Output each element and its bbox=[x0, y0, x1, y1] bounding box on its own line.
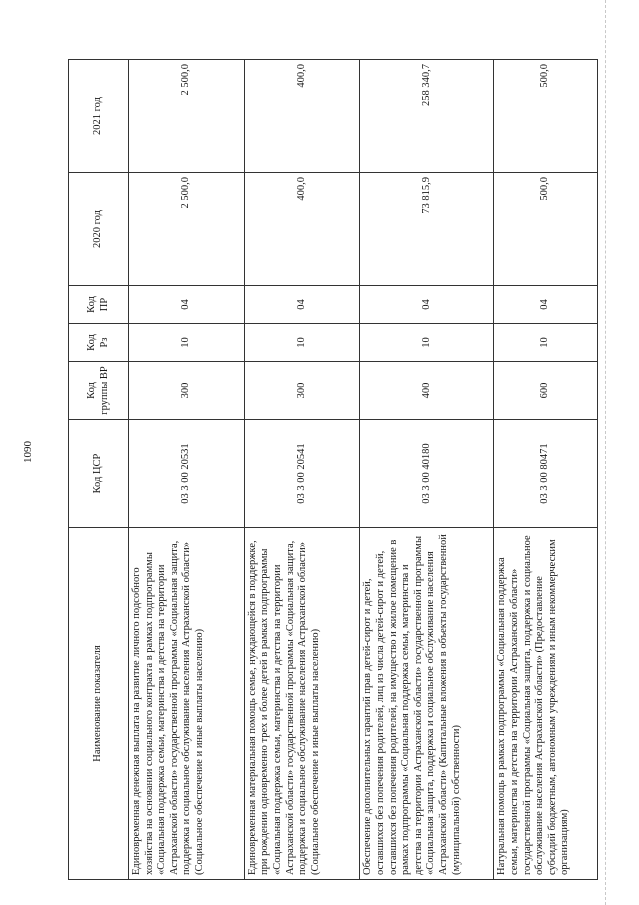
row-vr: 300 bbox=[129, 362, 245, 420]
header-pr: Код ПР bbox=[69, 286, 129, 324]
row-vr: 400 bbox=[360, 362, 494, 420]
row-rz: 10 bbox=[360, 324, 494, 362]
rotated-table-container bbox=[68, 60, 598, 880]
row-2021: 500,0 bbox=[494, 60, 598, 173]
table-row bbox=[129, 60, 245, 880]
row-2020: 500,0 bbox=[494, 173, 598, 286]
row-2021: 400,0 bbox=[244, 60, 360, 173]
table-row bbox=[244, 60, 360, 880]
row-2020: 2 500,0 bbox=[129, 173, 245, 286]
row-csr: 03 3 00 80471 bbox=[494, 420, 598, 528]
header-rz: Код Рз bbox=[69, 324, 129, 362]
header-vr: Код группы ВР bbox=[69, 362, 129, 420]
row-csr: 03 3 00 20531 bbox=[129, 420, 245, 528]
row-pr: 04 bbox=[244, 286, 360, 324]
row-2020: 73 815,9 bbox=[360, 173, 494, 286]
row-csr: 03 3 00 20541 bbox=[244, 420, 360, 528]
row-name: Единовременная денежная выплата на развитие личного подсобного хозяйства на основании социального контракта в рамках подпрограммы «Социальная поддержка семьи, материнства и детства на территории Астраханской области» государственной программы «Социальная защита, поддержка и социальное обслуживание населения Астраханской области» (Социальное обеспечение и иные выплаты населению) bbox=[129, 528, 245, 880]
row-rz: 10 bbox=[244, 324, 360, 362]
row-pr: 04 bbox=[129, 286, 245, 324]
table-row bbox=[494, 60, 598, 880]
table-row bbox=[360, 60, 494, 880]
row-pr: 04 bbox=[360, 286, 494, 324]
header-2021: 2021 год bbox=[69, 60, 129, 173]
row-csr: 03 3 00 40180 bbox=[360, 420, 494, 528]
row-name: Обеспечение дополнительных гарантий прав детей-сирот и детей, оставшихся без попечения родителей, лиц из числа детей-сирот и детей, оставшихся без попечения родителей, на имущество и жилое помещение в рамках подпрограммы «Социальная поддержка семьи, материнства и детства на территории Астраханской области» государственной программы «Социальная защита, поддержка и социальное обслуживание населения Астраханской области» (Капитальные вложения в объекты государственной (муниципальной) собственности) bbox=[360, 528, 494, 880]
row-2021: 258 340,7 bbox=[360, 60, 494, 173]
row-name: Единовременная материальная помощь семье, нуждающейся в поддержке, при рождении одновременно трех и более детей в рамках подпрограммы «Социальная поддержка семьи, материнства и детства на территории Астраханской области» государственной программы «Социальная защита, поддержка и социальное обслуживание населения Астраханской области» (Социальное обеспечение и иные выплаты населению) bbox=[244, 528, 360, 880]
row-2021: 2 500,0 bbox=[129, 60, 245, 173]
header-csr: Код ЦСР bbox=[69, 420, 129, 528]
table-header-row bbox=[69, 60, 129, 880]
row-rz: 10 bbox=[129, 324, 245, 362]
header-2020: 2020 год bbox=[69, 173, 129, 286]
row-name: Натуральная помощь в рамках подпрограммы «Социальная поддержка семьи, материнства и детства на территории Астраханской области» государственной программы «Социальная защита, поддержка и социальное обслуживание населения Астраханской области» (Предоставление субсидий бюджетным, автономным учреждениям и иным некоммерческим организациям) bbox=[494, 528, 598, 880]
margin-divider bbox=[605, 0, 606, 905]
row-vr: 300 bbox=[244, 362, 360, 420]
row-pr: 04 bbox=[494, 286, 598, 324]
row-rz: 10 bbox=[494, 324, 598, 362]
row-2020: 400,0 bbox=[244, 173, 360, 286]
header-name: Наименование показателя bbox=[69, 528, 129, 880]
budget-table bbox=[68, 59, 598, 880]
row-vr: 600 bbox=[494, 362, 598, 420]
page-number: 1090 bbox=[22, 441, 34, 463]
